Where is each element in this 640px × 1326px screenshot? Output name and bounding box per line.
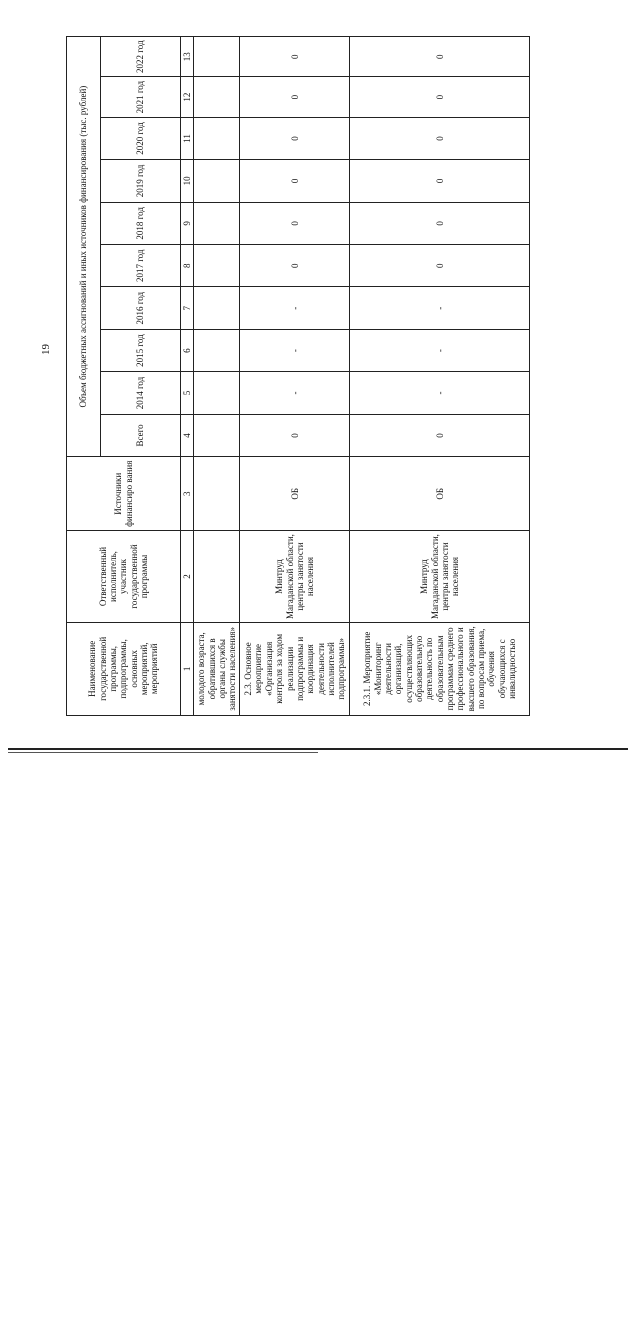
rotated-table-wrapper [66, 40, 640, 1326]
header-year: 2014 год [101, 372, 181, 414]
column-number: 5 [181, 372, 194, 414]
row-value [194, 77, 240, 117]
column-number: 9 [181, 202, 194, 244]
row-value: 0 [350, 414, 530, 456]
column-number: 2 [181, 531, 194, 622]
page-number: 19 [40, 344, 52, 355]
row-value: 0 [240, 37, 350, 77]
column-number: 12 [181, 77, 194, 117]
row-value: 0 [350, 77, 530, 117]
row-value: - [240, 329, 350, 371]
row-value: - [240, 372, 350, 414]
table-row [194, 37, 240, 716]
row-name: молодого возраста, обратившихся в органы службы занятости населения» [194, 622, 240, 715]
column-number: 6 [181, 329, 194, 371]
row-name: 2.3.1. Мероприятие «Мониторинг деятельности организаций, осуществляющих образовательную деятельность по образовательным программам среднего профессионального и высшего образования, по вопросам приема, обучения обучающихся с инвалидностью [350, 622, 530, 715]
row-executor [194, 531, 240, 622]
table-row [240, 37, 350, 716]
column-number: 7 [181, 287, 194, 329]
row-executor: Минтруд Магаданской области, центры занятости населения [240, 531, 350, 622]
row-value [194, 414, 240, 456]
header-source: Источники финансиро вания [67, 457, 181, 531]
row-value [194, 202, 240, 244]
row-value [194, 287, 240, 329]
row-value [194, 37, 240, 77]
column-number: 1 [181, 622, 194, 715]
header-year: 2015 год [101, 329, 181, 371]
column-number: 11 [181, 117, 194, 159]
row-value: 0 [240, 117, 350, 159]
header-funding: Объем бюджетных ассигнований и иных источников финансирования (тыс. рублей) [67, 37, 101, 457]
row-value: 0 [350, 202, 530, 244]
header-year: 2021 год [101, 77, 181, 117]
header-year: 2020 год [101, 117, 181, 159]
row-source [194, 457, 240, 531]
row-value: 0 [350, 117, 530, 159]
row-value: 0 [350, 37, 530, 77]
row-value: - [240, 287, 350, 329]
row-value: 0 [350, 245, 530, 287]
column-number-row [181, 37, 194, 716]
row-value: 0 [350, 160, 530, 202]
column-number: 10 [181, 160, 194, 202]
page-divider-thin [8, 752, 318, 753]
row-value: 0 [240, 202, 350, 244]
row-executor: Минтруд Магаданской области, центры занятости населения [350, 531, 530, 622]
row-value [194, 329, 240, 371]
header-row-top [67, 37, 101, 716]
header-year: 2016 год [101, 287, 181, 329]
row-value [194, 160, 240, 202]
row-value: 0 [240, 245, 350, 287]
column-number: 3 [181, 457, 194, 531]
page-divider-thick [8, 748, 628, 750]
column-number: 8 [181, 245, 194, 287]
header-year: 2019 год [101, 160, 181, 202]
row-value [194, 372, 240, 414]
row-source: ОБ [240, 457, 350, 531]
header-year: 2022 год [101, 37, 181, 77]
header-name: Наименование государственной программы, подпрограммы, основных мероприятий, мероприятий [67, 622, 181, 715]
row-value: - [350, 372, 530, 414]
row-value: 0 [240, 414, 350, 456]
header-executor: Ответственный исполнитель, участник государственной программы [67, 531, 181, 622]
row-value: 0 [240, 77, 350, 117]
header-year: Всего [101, 414, 181, 456]
column-number: 13 [181, 37, 194, 77]
header-year: 2018 год [101, 202, 181, 244]
column-number: 4 [181, 414, 194, 456]
row-value: - [350, 287, 530, 329]
table-row [350, 37, 530, 716]
row-value: 0 [240, 160, 350, 202]
header-year: 2017 год [101, 245, 181, 287]
row-value: - [350, 329, 530, 371]
row-value [194, 117, 240, 159]
row-value [194, 245, 240, 287]
funding-table [66, 36, 530, 716]
row-source: ОБ [350, 457, 530, 531]
row-name: 2.3. Основное мероприятие «Организация контроля за ходом реализации подпрограммы и координация деятельности исполнителей подпрограммы» [240, 622, 350, 715]
